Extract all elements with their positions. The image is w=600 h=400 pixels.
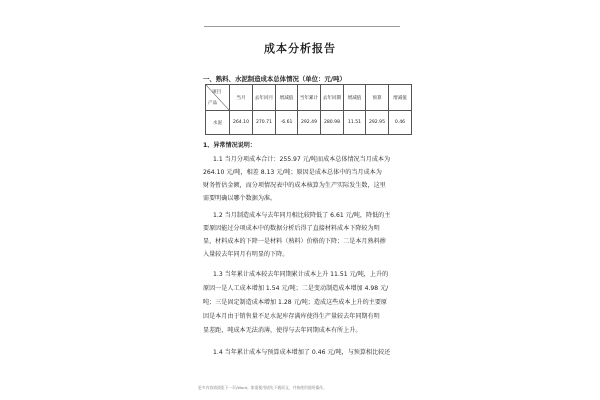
text-line: 吨；三是固定制造成本增加 1.28 元/吨；造成这些成本上升的主要原	[203, 299, 388, 306]
text-line: 显差距，吨成本无法消薄，使得与去年同期成本有所上升。	[203, 327, 362, 334]
paragraph-1-2	[203, 213, 399, 263]
table-header-cell: 当年累计	[298, 85, 321, 111]
text-line: 需要明确以哪个数据为准。	[203, 195, 277, 202]
table-header-cell: 增减值	[389, 85, 412, 111]
paragraph-1-4	[203, 350, 399, 360]
document-title: 成本分析报告	[264, 42, 336, 55]
table-header-cell: 增减值	[276, 85, 298, 111]
table-cell: 280.98	[321, 111, 344, 135]
table-header-cell: 增减值	[344, 85, 366, 111]
corner-label-product: 产品	[208, 101, 218, 106]
subsection-heading: 1、异常情况说明：	[203, 142, 256, 149]
header-rule	[204, 26, 400, 27]
table-cell: 264.10	[230, 111, 253, 135]
text-line: 1.2 当月制造成本与去年同月相比较降低了 6.61 元/吨，降低的主	[213, 212, 391, 219]
text-line: 1.1 当月分项成本合计：255.97 元/吨而成本总体情况当月成本为	[213, 156, 391, 163]
table-cell: 0.46	[389, 111, 412, 135]
table-cell-product: 水泥	[206, 111, 230, 135]
table-row	[206, 111, 412, 135]
text-line: 要原因能过分项成本中的数据分析后得了直接材料成本下降较为明	[203, 225, 380, 232]
table-cell: -6.61	[276, 111, 298, 135]
table-cell: 292.95	[366, 111, 389, 135]
table-header-cell: 去年同期	[321, 85, 344, 111]
table-cell: 292.49	[298, 111, 321, 135]
text-line: 1.3 当年累计成本较去年同期累计成本上升 11.51 元/吨，上升的	[213, 271, 389, 278]
table-cell: 11.51	[344, 111, 366, 135]
cost-summary-table	[205, 84, 412, 135]
text-line: 原因一是人工成本增加 1.54 元/吨；二是变动制造成本增加 4.98 元/	[203, 285, 389, 292]
corner-label-item: 项目	[212, 90, 222, 95]
table-corner-cell	[206, 85, 230, 111]
text-line: 1.4 当年累计成本与预算成本增加了 0.46 元/吨，与预算相比较还	[213, 349, 391, 356]
text-line: 财务暂估金额，而分项情况表中的成本核算为生产实际发生数，这里	[203, 182, 386, 189]
table-header-cell: 预算	[366, 85, 389, 111]
text-line: 入量较去年同月有明显的下降。	[203, 251, 289, 258]
table-header-cell: 去年同月	[253, 85, 276, 111]
text-line: 显，材料成本的下降一是材料（熟料）价格的下降；二是本月熟料掺	[203, 238, 386, 245]
page-footer: 更多内容请浏览下一页/Word。如需使用请先下载原文，并按使用说明操作。	[198, 385, 327, 390]
text-line: 因是本月由于销售量不足水泥库存满库使得生产量较去年同期有明	[203, 313, 380, 320]
paragraph-1-3	[203, 272, 399, 336]
table-header-row	[206, 85, 412, 111]
text-line: 264.10 元/吨，相差 8.13 元/吨；原因是成本总体中的当月成本为	[203, 169, 382, 176]
table-header-cell: 当月	[230, 85, 253, 111]
table-cell: 270.71	[253, 111, 276, 135]
paragraph-1-1	[203, 157, 399, 207]
section-heading: 一、熟料、水泥制造成本总体情况（单位：元/吨）	[203, 75, 346, 83]
